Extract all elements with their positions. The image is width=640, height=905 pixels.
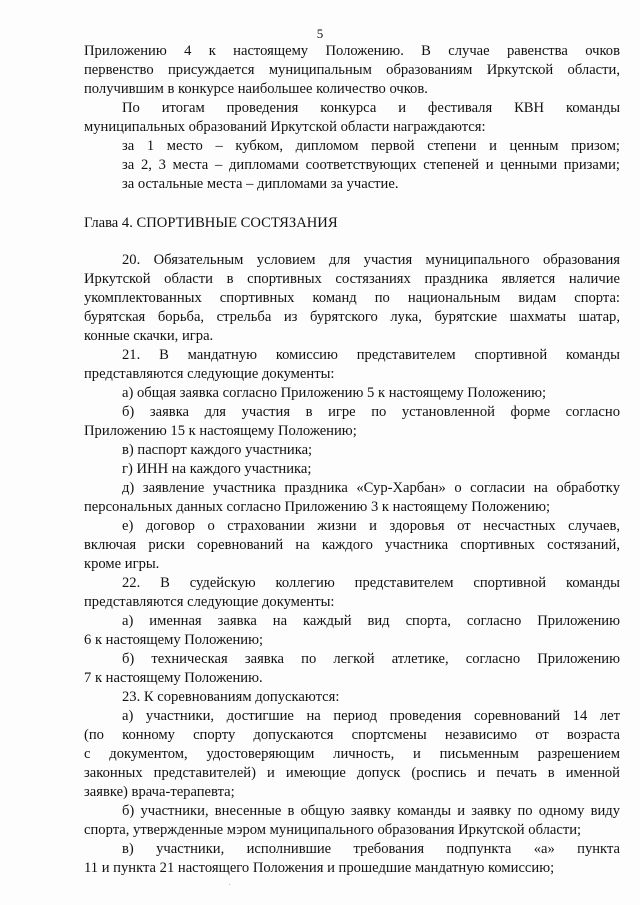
- intro-line-3: получившим в конкурсе наибольшее количество очков.: [84, 81, 428, 97]
- p21-item-g: г) ИНН на каждого участника;: [122, 461, 312, 477]
- p21-item-b-line-2: Приложению 15 к настоящему Положению;: [84, 423, 357, 439]
- p23-item-a-line-1: а) участники, достигшие на период проведения соревнований 14 лет: [122, 708, 620, 724]
- p21-line-1: 21. В мандатную комиссию представителем спортивной команды: [122, 347, 620, 363]
- p22-line-2: представляются следующие документы:: [84, 594, 335, 610]
- p22-item-b-line-2: 7 к настоящему Положению.: [84, 670, 263, 686]
- p22-item-b-line-1: б) техническая заявка по легкой атлетике, согласно Приложению: [122, 651, 620, 667]
- p21-item-b-line-1: б) заявка для участия в игре по установленной форме согласно: [122, 404, 620, 420]
- page-number: 5: [316, 26, 324, 41]
- award-other-places: за остальные места – дипломами за участие.: [122, 176, 399, 192]
- p23-item-b-line-1: б) участники, внесенные в общую заявку команды и заявку по одному виду: [122, 803, 620, 819]
- p23-item-v-line-1: в) участники, исполнившие требования подпункта «а» пункта: [122, 841, 620, 857]
- p23-item-v-line-2: 11 и пункта 21 настоящего Положения и прошедшие мандатную комиссию;: [84, 860, 555, 876]
- p21-item-e-line-2: включая риски соревнований на каждого участника спортивных состязаний,: [84, 537, 620, 553]
- p21-item-e-line-1: е) договор о страховании жизни и здоровья от несчастных случаев,: [122, 518, 620, 534]
- p22-item-a-line-1: а) именная заявка на каждый вид спорта, согласно Приложению: [122, 613, 620, 629]
- p21-item-v: в) паспорт каждого участника;: [122, 442, 313, 458]
- kvn-line-1: По итогам проведения конкурса и фестиваля КВН команды: [122, 100, 620, 116]
- p21-item-d-line-1: д) заявление участника праздника «Сур-Харбан» о согласии на обработку: [122, 480, 620, 496]
- p21-item-a: а) общая заявка согласно Приложению 5 к настоящему Положению;: [122, 385, 547, 401]
- document-body: [84, 42, 620, 878]
- p20-line-2: Иркутской области в спортивных состязаниях праздника является наличие: [84, 271, 620, 287]
- p20-line-3: укомплектованных спортивных команд по национальным видам спорта:: [84, 290, 620, 306]
- p21-item-e-line-3: кроме игры.: [84, 556, 160, 572]
- p23-item-a-line-2: (по конному спорту допускаются спортсмены независимо от возраста: [84, 727, 620, 743]
- kvn-line-2: муниципальных образований Иркутской области награждаются:: [84, 119, 486, 135]
- p22-line-1: 22. В судейскую коллегию представителем спортивной команды: [122, 575, 620, 591]
- p20-line-1: 20. Обязательным условием для участия муниципального образования: [122, 252, 620, 268]
- p21-item-d-line-2: персональных данных согласно Приложению 3 к настоящему Положению;: [84, 499, 551, 515]
- p23-item-a-line-5: заявке) врача-терапевта;: [84, 784, 235, 800]
- chapter-title: Глава 4. СПОРТИВНЫЕ СОСТЯЗАНИЯ: [84, 215, 338, 231]
- p23-item-b-line-2: спорта, утвержденные мэром муниципального образования Иркутской области;: [84, 822, 582, 838]
- award-second-third-place: за 2, 3 места – дипломами соответствующих степеней и ценными призами;: [122, 157, 620, 173]
- p23-item-a-line-3: с документом, удостоверяющим личность, и письменным разрешением: [84, 746, 620, 762]
- p22-item-a-line-2: 6 к настоящему Положению;: [84, 632, 264, 648]
- p21-line-2: представляются следующие документы:: [84, 366, 335, 382]
- intro-line-1: Приложению 4 к настоящему Положению. В случае равенства очков: [84, 43, 620, 59]
- p23-title: 23. К соревнованиям допускаются:: [122, 689, 340, 705]
- p20-line-4: бурятская борьба, стрельба из бурятского лука, бурятские шахматы шатар,: [84, 309, 620, 325]
- scan-speck: ·: [228, 880, 232, 891]
- p20-line-5: конные скачки, игра.: [84, 328, 214, 344]
- intro-line-2: первенство присуждается муниципальным образованиям Иркутской области,: [84, 62, 620, 78]
- award-first-place: за 1 место – кубком, дипломом первой степени и ценным призом;: [122, 138, 620, 154]
- p23-item-a-line-4: законных представителей) и имеющие допуск (роспись и печать в именной: [84, 765, 620, 781]
